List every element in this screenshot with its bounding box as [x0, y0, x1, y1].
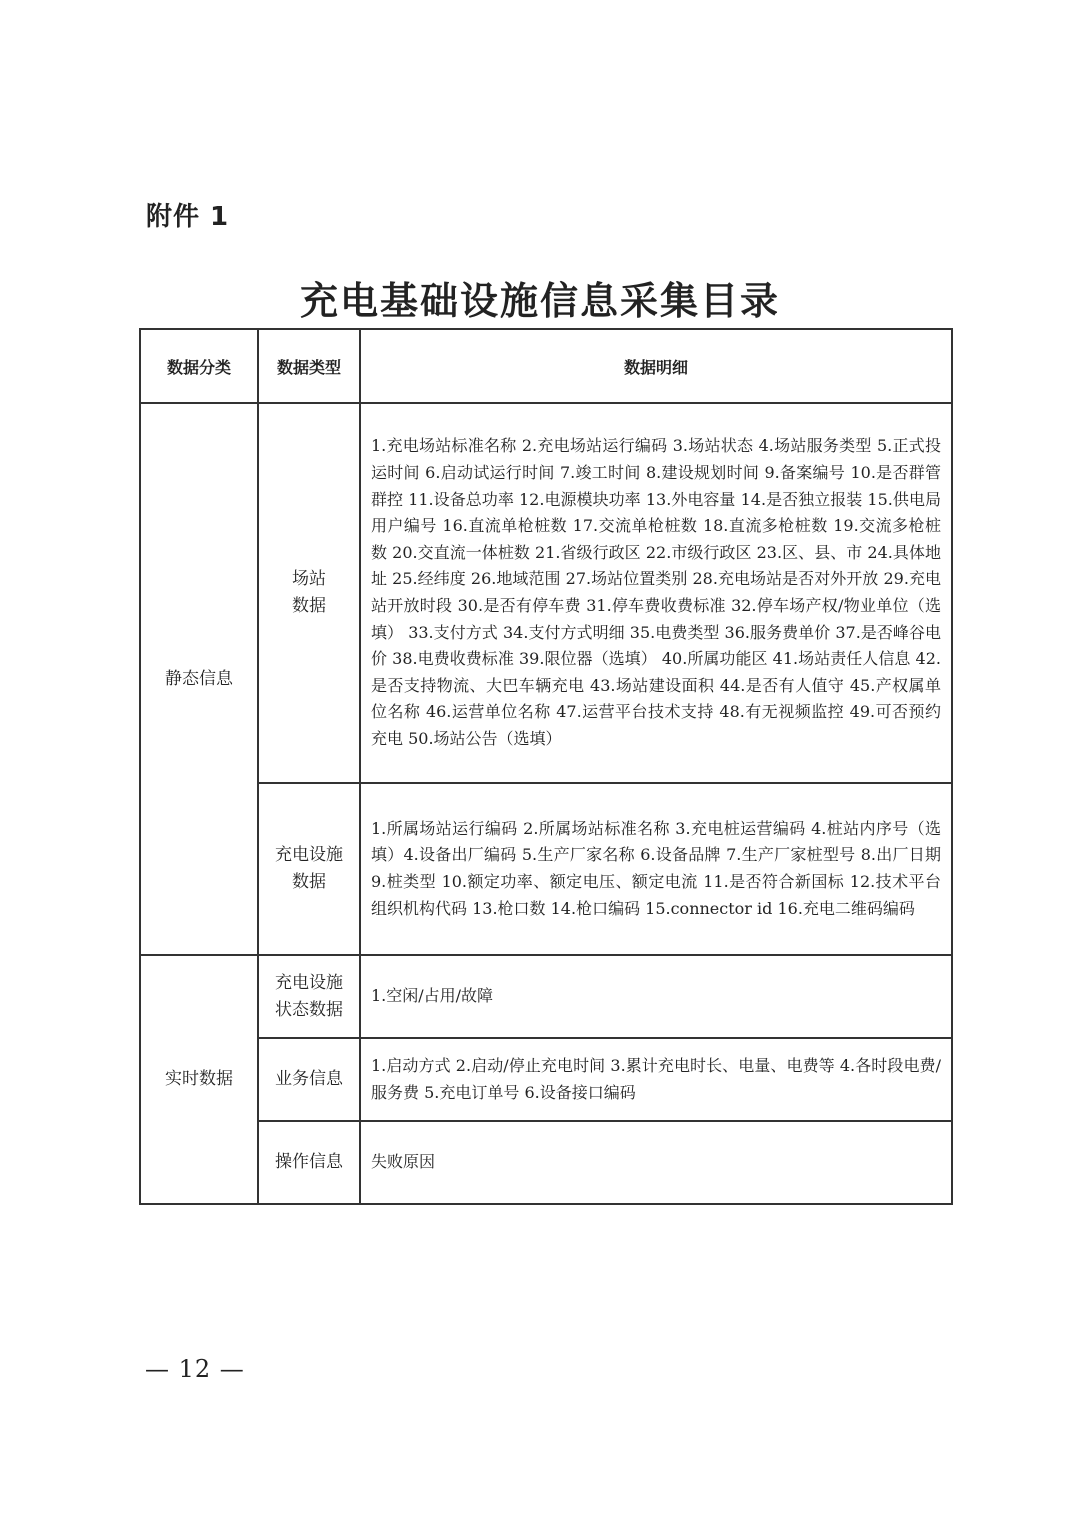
attachment-label: 附件 1 [146, 202, 230, 232]
type-cell-business-info [258, 1038, 360, 1121]
type-cell-operation-info [258, 1121, 360, 1204]
table-row [140, 1121, 952, 1204]
detail-cell-business-info: 1.启动方式 2.启动/停止充电时间 3.累计充电时长、电量、电费等 4.各时段电费/服务费 5.充电订单号 6.设备接口编码 [360, 1038, 952, 1121]
type-label-line: 操作信息 [275, 1152, 343, 1172]
info-collection-table [139, 328, 953, 1205]
page-number: — 12 — [145, 1355, 245, 1383]
type-label-line: 数据 [292, 596, 326, 616]
type-label-line: 充电设施 [275, 845, 343, 865]
category-cell-static: 静态信息 [140, 403, 258, 955]
table-row [140, 1038, 952, 1121]
type-label-line: 业务信息 [275, 1069, 343, 1089]
detail-cell-facility-data: 1.所属场站运行编码 2.所属场站标准名称 3.充电桩运营编码 4.桩站内序号（选填）4.设备出厂编码 5.生产厂家名称 6.设备品牌 7.生产厂家桩型号 8.出厂日期 9.桩类型 10.额定功率、额定电压、额定电流 11.是否符合新国标 12.技术平台组织机构代码 13.枪口数 14.枪口编码 15.connector id 16.充电二维码编码 [360, 783, 952, 955]
type-label-line: 场站 [292, 569, 326, 589]
header-data-detail: 数据明细 [360, 329, 952, 403]
document-title: 充电基础设施信息采集目录 [299, 278, 780, 323]
table-row [140, 783, 952, 955]
type-label-line: 数据 [292, 872, 326, 892]
detail-cell-operation-info: 失败原因 [360, 1121, 952, 1204]
table-header-row [140, 329, 952, 403]
header-data-type: 数据类型 [258, 329, 360, 403]
table-row [140, 403, 952, 783]
category-cell-realtime: 实时数据 [140, 955, 258, 1204]
type-label-line: 状态数据 [275, 999, 343, 1020]
table-row [140, 955, 952, 1038]
detail-cell-station-data: 1.充电场站标准名称 2.充电场站运行编码 3.场站状态 4.场站服务类型 5.正式投运时间 6.启动试运行时间 7.竣工时间 8.建设规划时间 9.备案编号 10.是否群管群控 11.设备总功率 12.电源模块功率 13.外电容量 14.是否独立报装 15.供电局用户编号 16.直流单枪桩数 17.交流单枪桩数 18.直流多枪桩数 19.交流多枪桩数 20.交直流一体桩数 21.省级行政区 22.市级行政区 23.区、县、市 24.具体地址 25.经纬度 26.地域范围 27.场站位置类别 28.充电场站是否对外开放 29.充电站开放时段 30.是否有停车费 31.停车费收费标准 32.停车场产权/物业单位（选填） 33.支付方式 34.支付方式明细 35.电费类型 36.服务费单价 37.是否峰谷电价 38.电费收费标准 39.限位器（选填） 40.所属功能区 41.场站责任人信息 42.是否支持物流、大巴车辆充电 43.场站建设面积 44.是否有人值守 45.产权属单位名称 46.运营单位名称 47.运营平台技术支持 48.有无视频监控 49.可否预约充电 50.场站公告（选填） [360, 403, 952, 783]
header-data-category: 数据分类 [140, 329, 258, 403]
detail-cell-facility-status: 1.空闲/占用/故障 [360, 955, 952, 1038]
type-cell-facility-status [258, 955, 360, 1038]
type-cell-facility-data [258, 783, 360, 955]
type-label-line: 充电设施 [275, 972, 343, 993]
type-cell-station-data [258, 403, 360, 783]
